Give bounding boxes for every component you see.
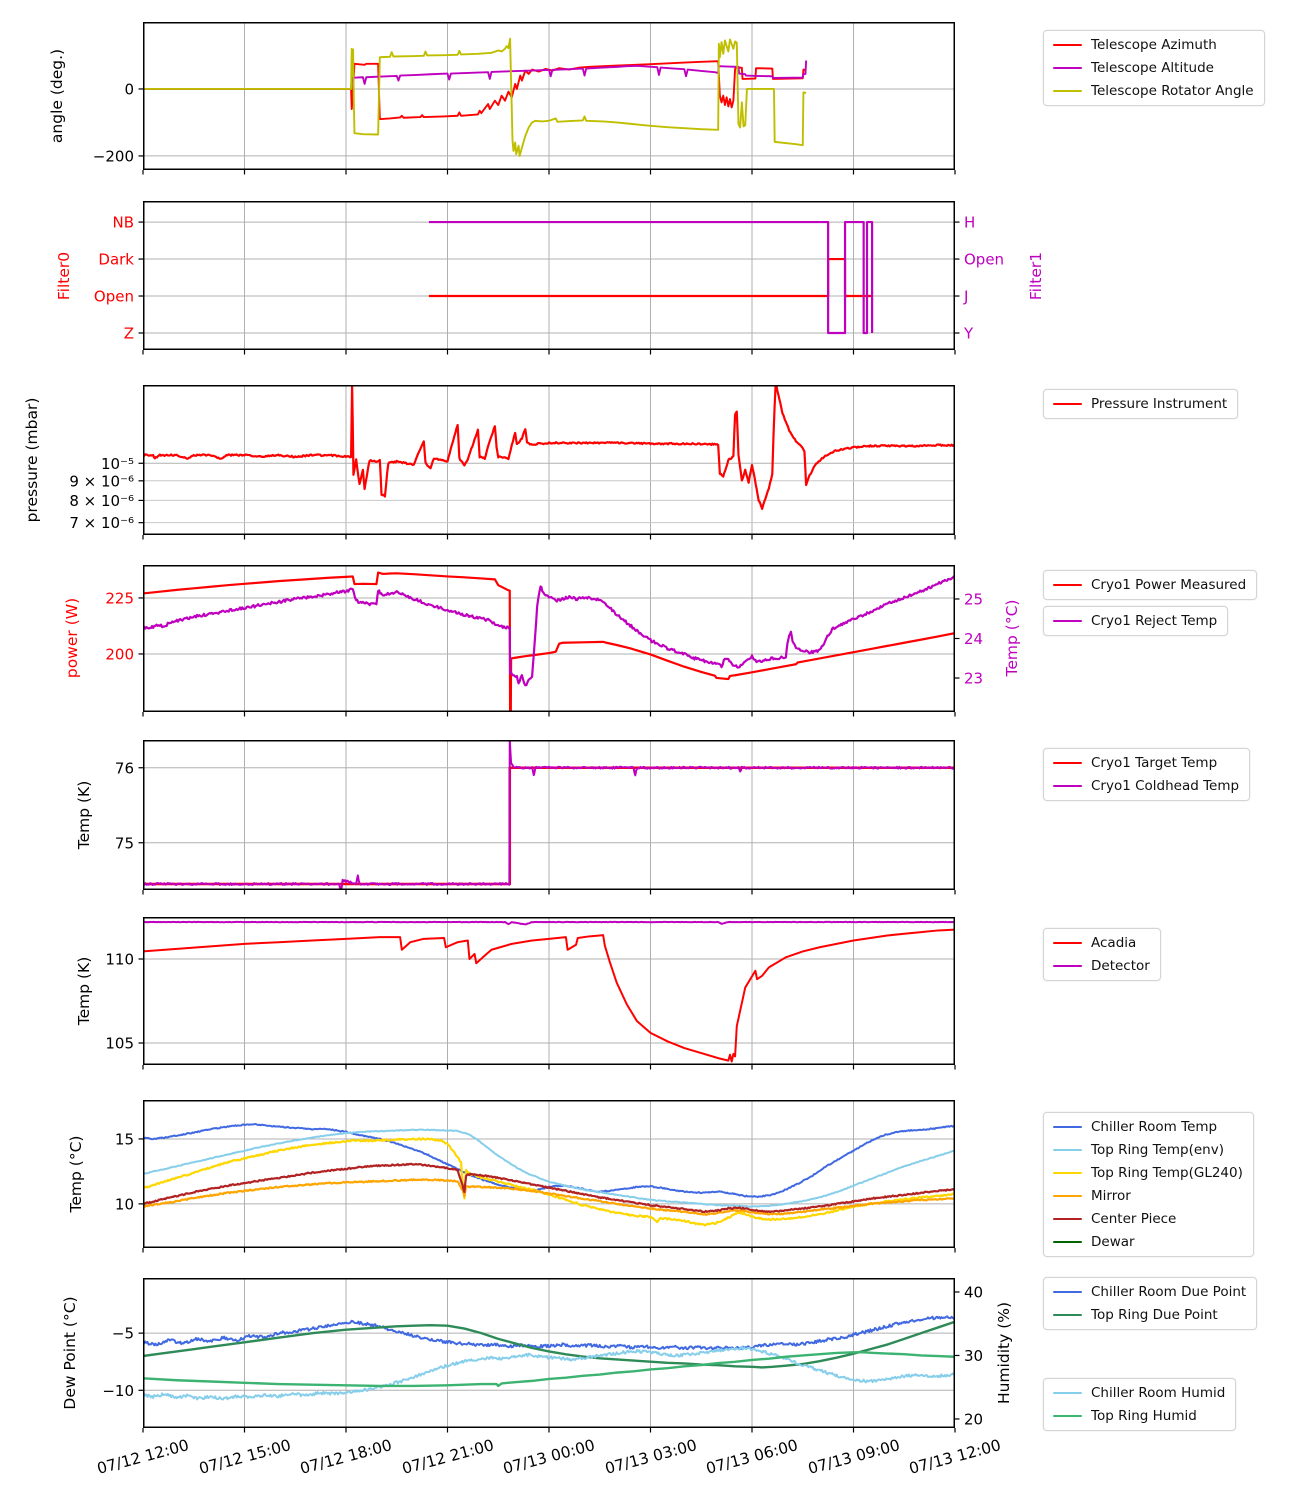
y-tick-label-right: Open: [964, 250, 1005, 269]
y-tick-label-right: 25: [964, 590, 984, 609]
legend-label: Cryo1 Coldhead Temp: [1091, 778, 1240, 794]
panel-filters: [93, 201, 1005, 350]
legend-label: Telescope Altitude: [1091, 60, 1214, 76]
legend-label: Mirror: [1091, 1188, 1131, 1204]
legend-item: [1053, 1211, 1243, 1227]
x-tick-label: 07/13 12:00: [907, 1436, 1003, 1478]
y-tick-label-left: 105: [105, 1034, 134, 1053]
legend: [1043, 606, 1228, 636]
legend-label: Center Piece: [1091, 1211, 1177, 1227]
legend-line-swatch: [1053, 1172, 1082, 1175]
axis-label-filter0: Filter0: [55, 251, 73, 301]
legend-label: Cryo1 Power Measured: [1091, 577, 1247, 593]
axis-label-temp-c-: Temp (°C): [67, 1135, 85, 1213]
legend-label: Telescope Azimuth: [1091, 37, 1217, 53]
legend-item: [1053, 1165, 1243, 1181]
legend-label: Cryo1 Reject Temp: [1091, 613, 1218, 629]
panel-dewpoint-humidity: [102, 1278, 984, 1429]
legend-line-swatch: [1053, 1314, 1082, 1317]
panel-telescope-angles: [92, 22, 955, 170]
legend-label: Top Ring Temp(env): [1091, 1142, 1224, 1158]
y-tick-label-right: 23: [964, 669, 984, 688]
legend-item: [1053, 935, 1150, 951]
panel-cryo1-target-coldhead: [114, 740, 955, 890]
y-tick-label-left: 10⁻⁵: [100, 454, 134, 473]
y-tick-label-left: 9 × 10⁻⁶: [69, 472, 134, 491]
y-tick-label-right: J: [964, 287, 969, 306]
y-tick-label-left: Open: [93, 287, 134, 306]
legend-line-swatch: [1053, 1291, 1082, 1294]
x-tick-label: 07/12 12:00: [95, 1436, 191, 1478]
axis-label-temp-c-: Temp (°C): [1003, 599, 1021, 677]
legend-item: [1053, 778, 1239, 794]
legend-label: Cryo1 Target Temp: [1091, 755, 1218, 771]
legend-line-swatch: [1053, 1392, 1082, 1395]
legend: [1043, 1112, 1254, 1257]
y-tick-label-left: 75: [114, 834, 134, 853]
legend-item: [1053, 37, 1254, 53]
legend-line-swatch: [1053, 1149, 1082, 1152]
legend-label: Chiller Room Humid: [1091, 1385, 1226, 1401]
legend-item: [1053, 1188, 1243, 1204]
legend: [1043, 1378, 1236, 1431]
legend: [1043, 1277, 1257, 1330]
series-telescope-altitude: [143, 61, 806, 89]
panel-ambient-temps: [114, 1100, 955, 1248]
legend: [1043, 570, 1257, 600]
legend-line-swatch: [1053, 403, 1082, 406]
panel-pressure: [69, 385, 955, 535]
legend-line-swatch: [1053, 942, 1082, 945]
y-tick-label-left: 200: [105, 645, 134, 664]
legend-line-swatch: [1053, 620, 1082, 623]
legend-item: [1053, 60, 1254, 76]
legend-label: Detector: [1091, 958, 1150, 974]
y-tick-label-right: 24: [964, 630, 984, 648]
legend-item: [1053, 1142, 1243, 1158]
y-tick-label-left: Z: [123, 324, 134, 343]
x-tick-label: 07/13 06:00: [704, 1436, 800, 1478]
legend-label: Acadia: [1091, 935, 1137, 951]
legend-item: [1053, 958, 1150, 974]
series-telescope-azimuth: [143, 61, 806, 119]
legend-label: Top Ring Temp(GL240): [1091, 1165, 1243, 1181]
legend-item: [1053, 755, 1239, 771]
y-tick-label-left: Dark: [98, 250, 134, 269]
x-tick-label: 07/13 00:00: [501, 1436, 597, 1478]
legend-label: Pressure Instrument: [1091, 396, 1228, 412]
y-tick-label-left: −200: [92, 147, 134, 166]
legend-item: [1053, 613, 1217, 629]
legend-label: Top Ring Due Point: [1091, 1307, 1218, 1323]
y-tick-label-left: 10: [114, 1195, 134, 1214]
x-tick-label: 07/12 18:00: [298, 1436, 394, 1478]
legend-label: Dewar: [1091, 1234, 1135, 1250]
y-tick-label-left: −10: [102, 1381, 134, 1400]
y-tick-label-left: 76: [114, 759, 134, 778]
legend-label: Chiller Room Temp: [1091, 1119, 1218, 1135]
legend-item: [1053, 1408, 1225, 1424]
axis-label-power-w-: power (W): [63, 597, 81, 679]
y-tick-label-left: 110: [105, 950, 134, 969]
axis-label-filter1: Filter1: [1027, 251, 1045, 301]
axis-label-angle-deg-: angle (deg.): [48, 48, 66, 144]
legend: [1043, 748, 1250, 801]
legend-line-swatch: [1053, 1241, 1082, 1244]
axis-label-dew-point-c-: Dew Point (°C): [61, 1296, 79, 1410]
x-tick-label: 07/13 03:00: [602, 1436, 699, 1478]
x-tick-label: 07/12 15:00: [196, 1436, 293, 1478]
legend-line-swatch: [1053, 90, 1082, 93]
axis-label-temp-k-: Temp (K): [75, 780, 93, 850]
axis-label-pressure-mbar-: pressure (mbar): [23, 397, 41, 523]
legend-item: [1053, 83, 1254, 99]
panel-cryo1-power-reject: [105, 565, 984, 712]
axis-label-humidity-: Humidity (%): [995, 1301, 1013, 1405]
legend-line-swatch: [1053, 785, 1082, 788]
legend-line-swatch: [1053, 1195, 1082, 1198]
legend-line-swatch: [1053, 965, 1082, 968]
legend-line-swatch: [1053, 584, 1082, 587]
y-tick-label-right: 20: [964, 1410, 984, 1429]
legend-item: [1053, 396, 1227, 412]
series-telescope-rotator-angle: [143, 39, 806, 156]
y-tick-label-left: 7 × 10⁻⁶: [69, 514, 134, 533]
legend-item: [1053, 577, 1246, 593]
legend-line-swatch: [1053, 1415, 1082, 1418]
y-tick-label-right: Y: [964, 324, 974, 343]
legend-line-swatch: [1053, 762, 1082, 765]
y-tick-label-left: NB: [112, 213, 134, 232]
panel-acadia-detector: [105, 917, 955, 1065]
legend: [1043, 928, 1161, 981]
y-tick-label-left: 0: [124, 80, 134, 99]
legend-line-swatch: [1053, 1218, 1082, 1221]
legend-line-swatch: [1053, 44, 1082, 47]
legend-item: [1053, 1234, 1243, 1250]
y-tick-label-left: 15: [114, 1130, 134, 1149]
legend-line-swatch: [1053, 1126, 1082, 1129]
legend-item: [1053, 1307, 1246, 1323]
legend-label: Telescope Rotator Angle: [1091, 83, 1254, 99]
legend-item: [1053, 1284, 1246, 1300]
legend-item: [1053, 1119, 1243, 1135]
legend: [1043, 389, 1238, 419]
legend: [1043, 30, 1265, 106]
x-tick-label: 07/13 09:00: [805, 1436, 902, 1478]
x-tick-label: 07/12 21:00: [399, 1436, 496, 1478]
series-group: [143, 39, 806, 156]
y-tick-label-right: 30: [964, 1346, 984, 1365]
y-tick-label-left: 225: [105, 589, 134, 608]
legend-label: Top Ring Humid: [1091, 1408, 1197, 1424]
legend-line-swatch: [1053, 67, 1082, 70]
y-tick-label-left: 8 × 10⁻⁶: [69, 491, 134, 510]
legend-label: Chiller Room Due Point: [1091, 1284, 1247, 1300]
y-tick-label-right: 40: [964, 1283, 984, 1302]
legend-item: [1053, 1385, 1225, 1401]
axis-label-temp-k-: Temp (K): [75, 956, 93, 1026]
y-tick-label-right: H: [964, 213, 976, 232]
y-tick-label-left: −5: [111, 1324, 134, 1343]
